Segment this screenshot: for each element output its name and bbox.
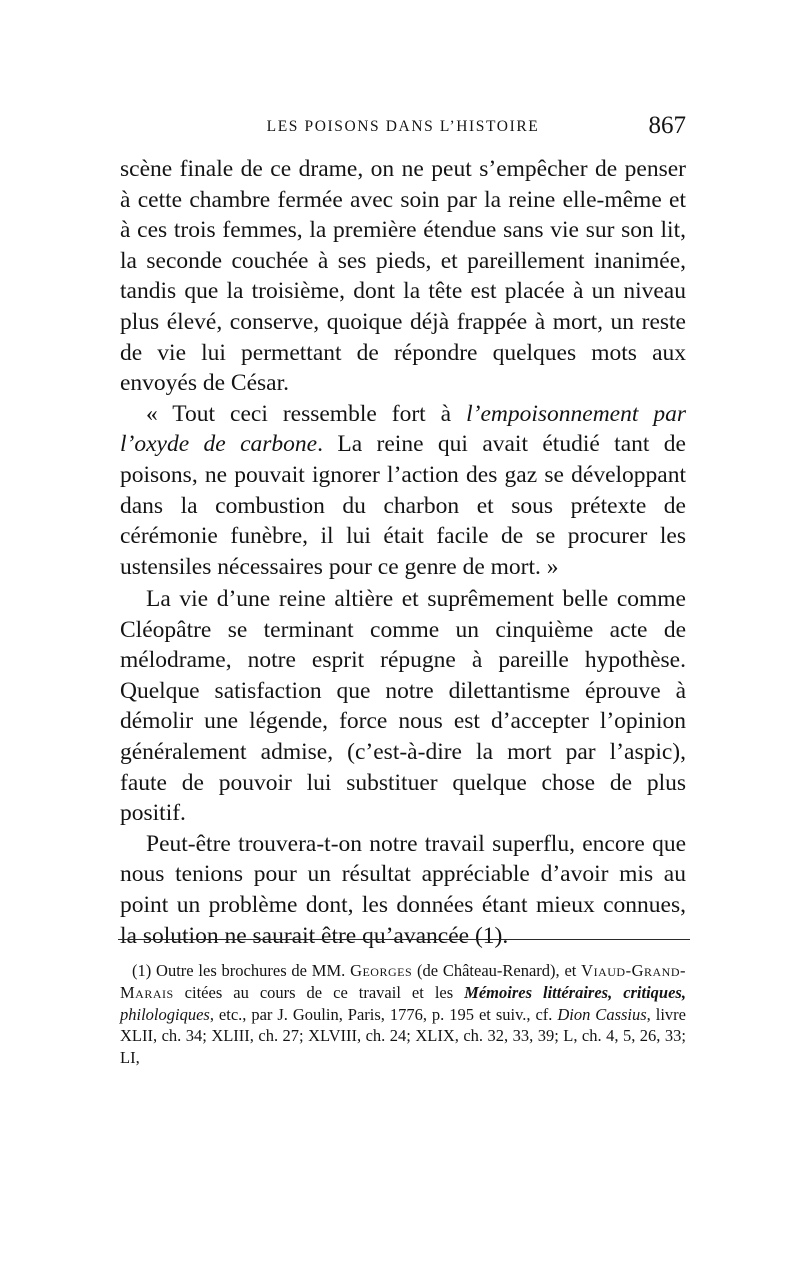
paragraph-conclusion: La vie d’une reine altière et suprêmement belle comme Cléopâtre se terminant comme un cinquième acte de mélodrame, notre esprit répugne à pareille hypothèse. Quelque satisfaction que notre dilettantisme éprouve à démolir une légende, force nous est d’accepter l’opinion généralement admise, (c’est-à-dire la mort par l’aspic), faute de pouvoir lui substituer quelque chose de plus positif. bbox=[120, 586, 686, 827]
paragraph-continued: scène finale de ce drame, on ne peut s’empêcher de penser à cette chambre fermée avec soin par la reine elle-même et à ces trois femmes, la première étendue sans vie sur son lit, la seconde couchée à ses pieds, et pareillement inanimée, tandis que la troisième, dont la tête est placée à un niveau plus élevé, conserve, quoique déjà frappée à mort, un reste de vie lui permettant de répondre quelques mots aux envoyés de César. bbox=[120, 156, 686, 397]
paragraph-quotation bbox=[120, 399, 686, 583]
work-title: philologiques bbox=[120, 1004, 210, 1024]
footnote-1 bbox=[120, 960, 686, 1069]
footnote-text: , livre XLII, ch. 34; XLIII, ch. 27; XLVIII, ch. 24; XLIX, ch. 32, 33, 39; L, ch. 4, 5, 26, 33; LI, bbox=[120, 1004, 686, 1068]
paragraph-final: Peut-être trouvera-t-on notre travail superflu, encore que nous tenions pour un résultat appréciable d’avoir mis au point un problème dont, les données étant mieux connues, la solution ne saurait être qu’avancée (1). bbox=[120, 830, 686, 949]
footnote-text: , etc., par J. Goulin, Paris, 1776, p. 195 et suiv., cf. bbox=[209, 1004, 558, 1024]
quote-rest: . La reine qui avait étudié tant de poisons, ne pouvait ignorer l’action des gaz se développant dans la combustion du charbon et sous prétexte de cérémonie funèbre, il lui était facile de se procurer les ustensiles nécessaires pour ce genre de mort. » bbox=[120, 431, 686, 580]
work-title: Mémoires littéraires, critiques, bbox=[464, 982, 686, 1002]
footnote-marker: (1) bbox=[132, 961, 152, 980]
quote-italic: l’empoisonnement par l’oxyde de carbone bbox=[120, 400, 687, 458]
running-head bbox=[120, 112, 686, 144]
running-title: LES POISONS DANS L’HISTOIRE bbox=[266, 118, 540, 135]
author-name: Georges bbox=[350, 961, 413, 980]
footnote-text: citées au cours de ce travail et les bbox=[173, 982, 465, 1002]
body-text-bottom bbox=[120, 584, 686, 951]
quote-open: « Tout ceci ressemble fort à bbox=[146, 400, 467, 427]
footnote-text: (de Château-Renard), et bbox=[412, 961, 582, 980]
footnotes bbox=[120, 960, 686, 1069]
footnote-divider bbox=[118, 939, 690, 940]
author-name: Viaud-Grand-Marais bbox=[120, 961, 686, 1002]
body-text-top bbox=[120, 154, 686, 582]
page-number: 867 bbox=[648, 112, 686, 139]
footnote-text: Outre les brochures de MM. bbox=[151, 961, 351, 980]
work-title: Dion Cassius bbox=[557, 1004, 647, 1024]
